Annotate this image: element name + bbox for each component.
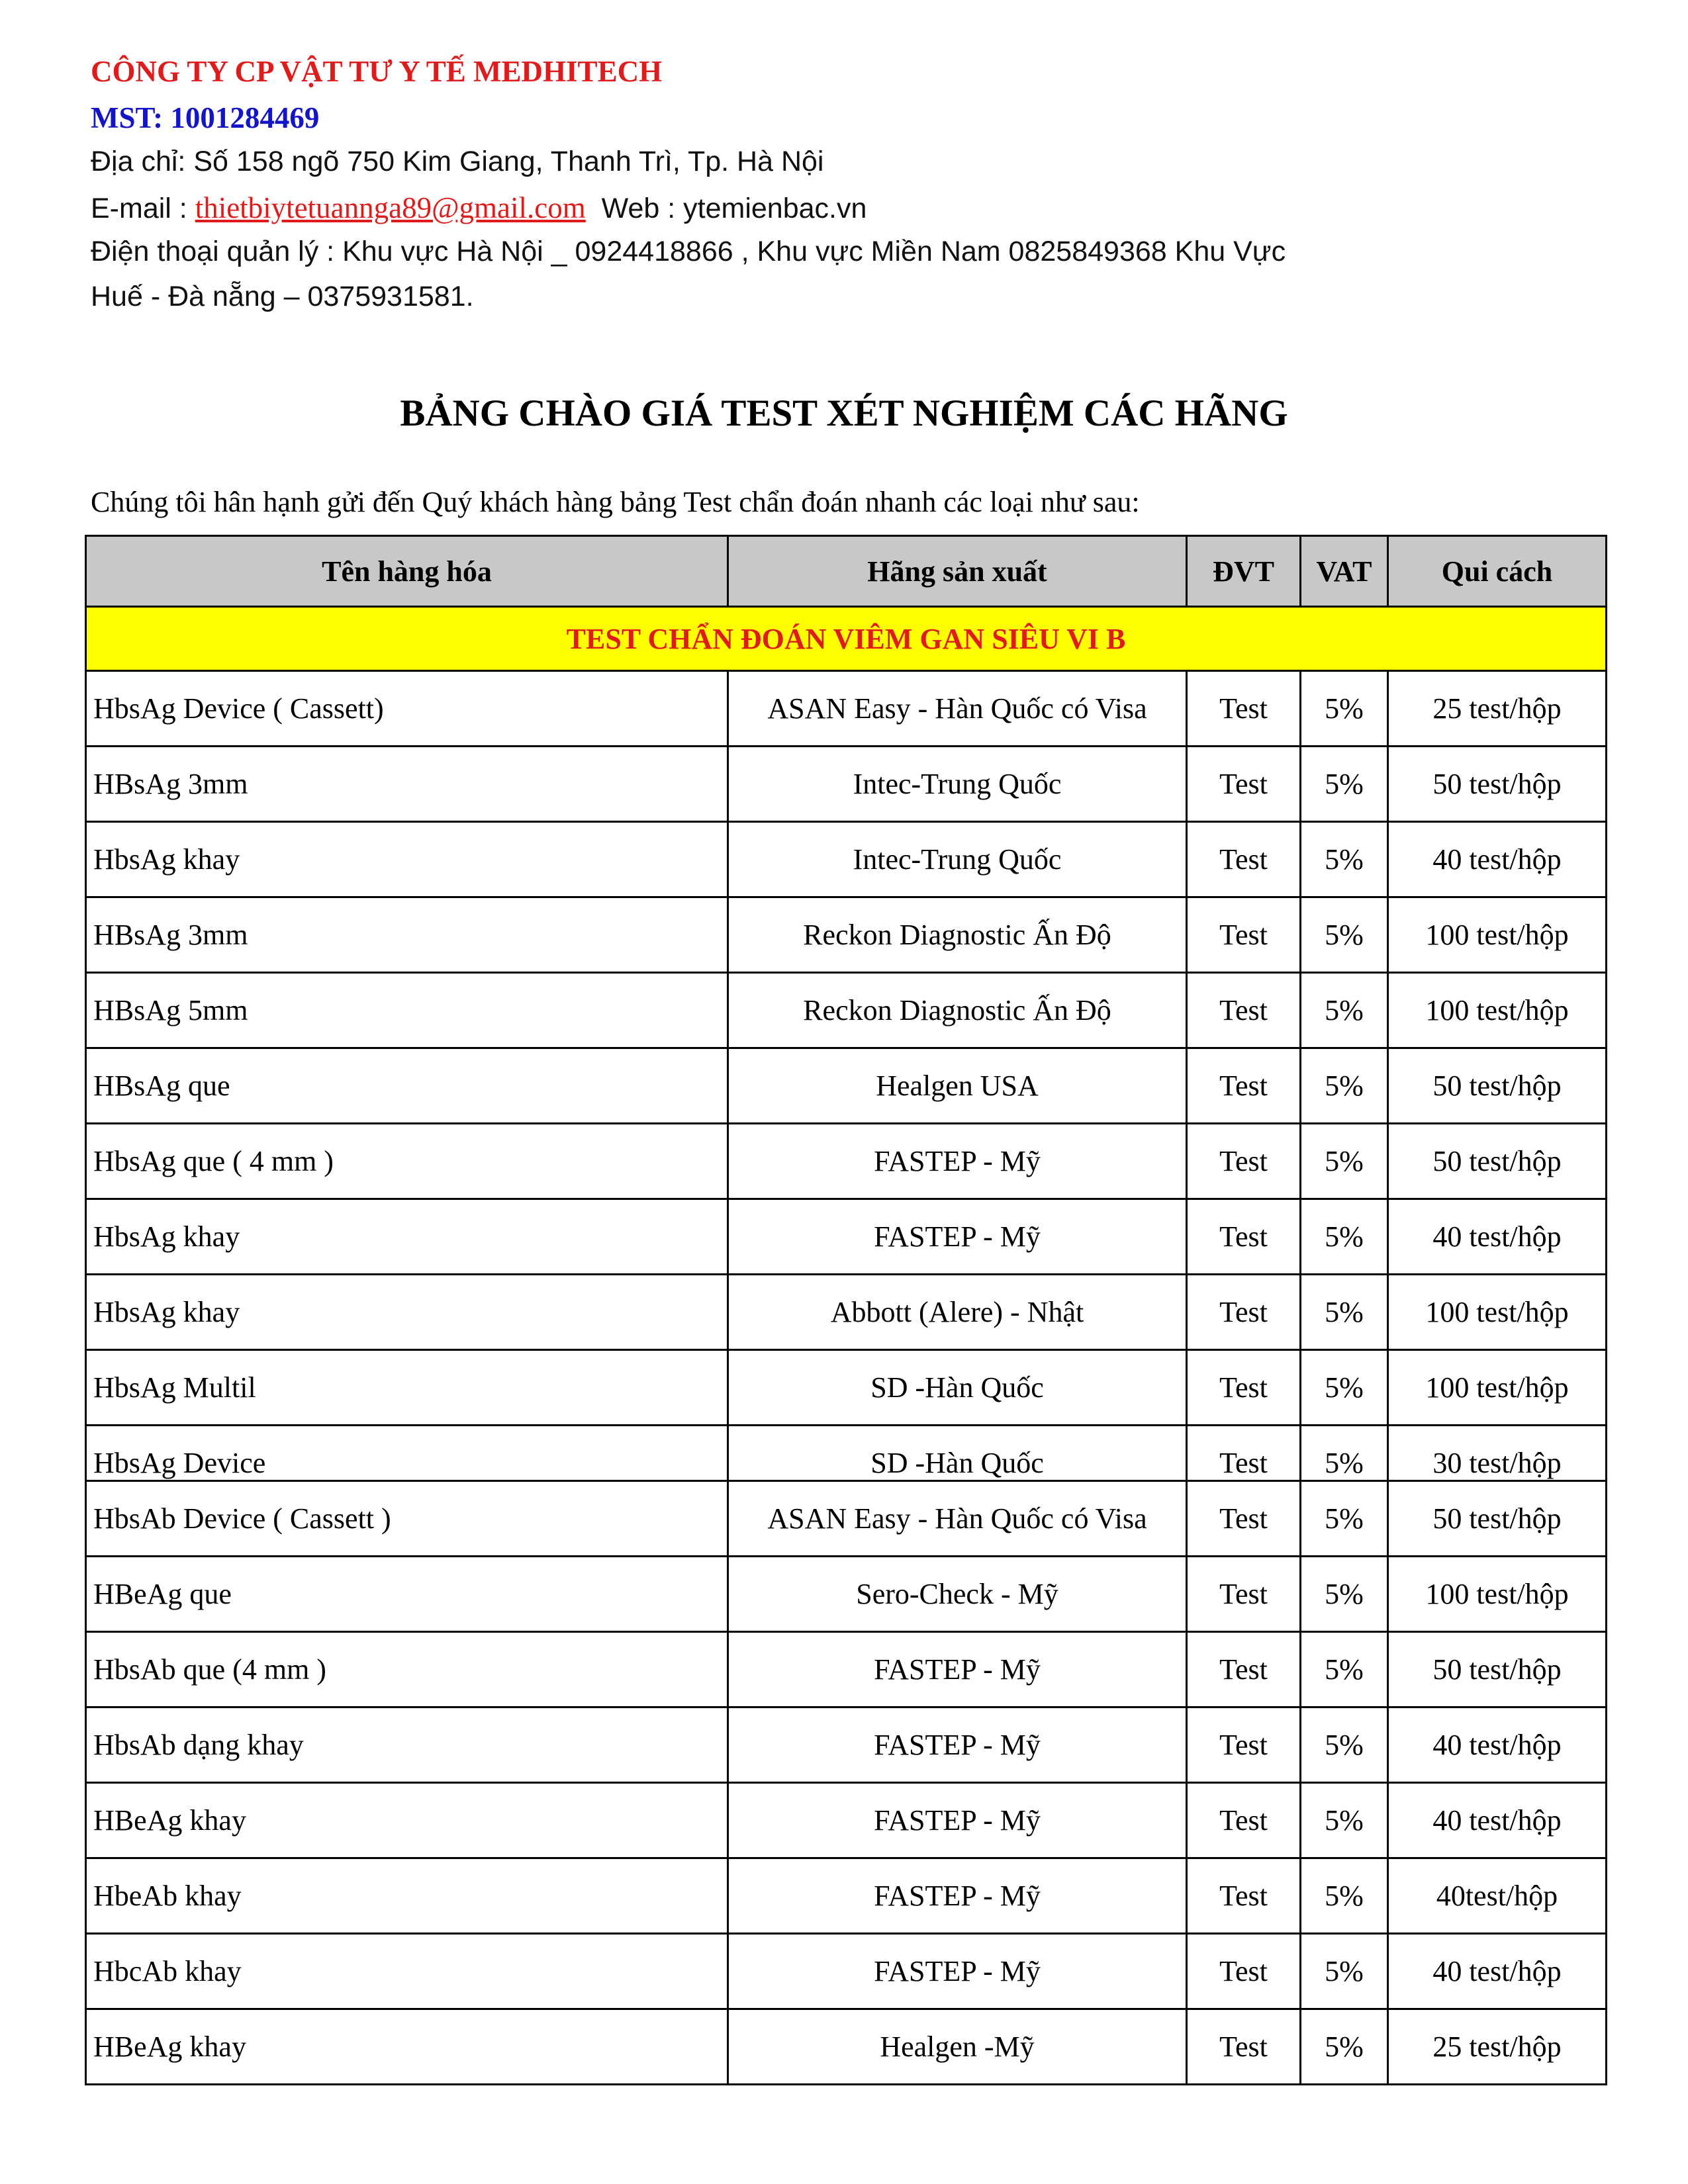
cell-packaging: 40test/hộp: [1388, 1858, 1607, 1934]
intro-text: Chúng tôi hân hạnh gửi đến Quý khách hàng bảng Test chẩn đoán nhanh các loại như sau:: [91, 486, 1140, 518]
cell-unit: Test: [1187, 2009, 1301, 2085]
section-row: [86, 607, 1607, 671]
table-row: [86, 897, 1607, 973]
cell-unit: Test: [1187, 973, 1301, 1048]
document-title: BẢNG CHÀO GIÁ TEST XÉT NGHIỆM CÁC HÃNG: [400, 392, 1288, 434]
cell-packaging: 25 test/hộp: [1388, 671, 1607, 747]
cell-product-name: HbsAg Multil: [86, 1350, 728, 1426]
cell-vat: 5%: [1301, 1481, 1388, 1557]
cell-vat: 5%: [1301, 1783, 1388, 1858]
cell-product-name: HbsAb dạng khay: [86, 1707, 728, 1783]
phone-line-2: Huế - Đà nẵng – 0375931581.: [91, 281, 474, 312]
contact-line: [91, 191, 867, 225]
cell-packaging: 50 test/hộp: [1388, 1481, 1607, 1557]
cell-unit: Test: [1187, 897, 1301, 973]
table-row: [86, 1048, 1607, 1124]
cell-unit: Test: [1187, 1481, 1301, 1557]
cell-unit: Test: [1187, 1783, 1301, 1858]
table-row: [86, 1632, 1607, 1707]
cell-manufacturer: FASTEP - Mỹ: [728, 1199, 1187, 1275]
email-link[interactable]: thietbiytetuannga89@gmail.com: [195, 191, 586, 224]
cell-product-name: HbsAg khay: [86, 1199, 728, 1275]
cell-manufacturer: Abbott (Alere) - Nhật: [728, 1275, 1187, 1350]
cell-vat: 5%: [1301, 1350, 1388, 1426]
cell-manufacturer: FASTEP - Mỹ: [728, 1934, 1187, 2009]
table-row: [86, 1557, 1607, 1632]
cell-manufacturer: Reckon Diagnostic Ấn Độ: [728, 897, 1187, 973]
company-address: Địa chỉ: Số 158 ngõ 750 Kim Giang, Thanh Trì, Tp. Hà Nội: [91, 146, 824, 177]
cell-vat: 5%: [1301, 1934, 1388, 2009]
table-row: [86, 1783, 1607, 1858]
cell-packaging: 100 test/hộp: [1388, 1350, 1607, 1426]
cell-unit: Test: [1187, 1350, 1301, 1426]
cell-packaging: 100 test/hộp: [1388, 973, 1607, 1048]
table-row: [86, 1124, 1607, 1199]
cell-product-name: HBsAg 3mm: [86, 747, 728, 822]
header-manufacturer: Hãng sản xuất: [728, 536, 1187, 607]
cell-product-name: HbeAb khay: [86, 1858, 728, 1934]
cell-manufacturer: Healgen -Mỹ: [728, 2009, 1187, 2085]
cell-packaging: 25 test/hộp: [1388, 2009, 1607, 2085]
cell-vat: 5%: [1301, 822, 1388, 897]
cell-product-name: HBeAg khay: [86, 1783, 728, 1858]
table-row: [86, 2009, 1607, 2085]
cell-manufacturer: Healgen USA: [728, 1048, 1187, 1124]
cell-manufacturer: SD -Hàn Quốc: [728, 1426, 1187, 1481]
cell-manufacturer: FASTEP - Mỹ: [728, 1783, 1187, 1858]
cell-packaging: 50 test/hộp: [1388, 1632, 1607, 1707]
cell-unit: Test: [1187, 1557, 1301, 1632]
cell-vat: 5%: [1301, 2009, 1388, 2085]
cell-vat: 5%: [1301, 973, 1388, 1048]
email-label: E-mail :: [91, 193, 195, 224]
cell-vat: 5%: [1301, 747, 1388, 822]
table-header-row: [86, 536, 1607, 607]
price-table: [85, 535, 1607, 2085]
cell-manufacturer: Intec-Trung Quốc: [728, 747, 1187, 822]
cell-product-name: HbsAg Device ( Cassett): [86, 671, 728, 747]
cell-packaging: 50 test/hộp: [1388, 1048, 1607, 1124]
cell-packaging: 40 test/hộp: [1388, 1934, 1607, 2009]
cell-unit: Test: [1187, 671, 1301, 747]
table-row: [86, 1707, 1607, 1783]
cell-unit: Test: [1187, 822, 1301, 897]
cell-product-name: HbsAg khay: [86, 822, 728, 897]
table-row: [86, 973, 1607, 1048]
cell-manufacturer: ASAN Easy - Hàn Quốc có Visa: [728, 1481, 1187, 1557]
cell-product-name: HBeAg que: [86, 1557, 728, 1632]
cell-vat: 5%: [1301, 1124, 1388, 1199]
cell-packaging: 40 test/hộp: [1388, 1707, 1607, 1783]
table-row: [86, 822, 1607, 897]
cell-unit: Test: [1187, 1426, 1301, 1481]
cell-manufacturer: SD -Hàn Quốc: [728, 1350, 1187, 1426]
header-vat: VAT: [1301, 536, 1388, 607]
cell-unit: Test: [1187, 1858, 1301, 1934]
cell-product-name: HbsAb Device ( Cassett ): [86, 1481, 728, 1557]
header-packaging: Qui cách: [1388, 536, 1607, 607]
table-row: [86, 1934, 1607, 2009]
cell-manufacturer: FASTEP - Mỹ: [728, 1632, 1187, 1707]
cell-product-name: HBsAg 5mm: [86, 973, 728, 1048]
cell-vat: 5%: [1301, 1048, 1388, 1124]
cell-packaging: 40 test/hộp: [1388, 1783, 1607, 1858]
table-row: [86, 1858, 1607, 1934]
cell-product-name: HbsAg Device: [86, 1426, 728, 1481]
cell-vat: 5%: [1301, 1426, 1388, 1481]
cell-product-name: HbsAb que (4 mm ): [86, 1632, 728, 1707]
cell-unit: Test: [1187, 747, 1301, 822]
cell-packaging: 30 test/hộp: [1388, 1426, 1607, 1481]
table-row: [86, 1426, 1607, 1481]
cell-unit: Test: [1187, 1707, 1301, 1783]
cell-product-name: HBsAg que: [86, 1048, 728, 1124]
table-row: [86, 747, 1607, 822]
cell-vat: 5%: [1301, 1632, 1388, 1707]
company-name: CÔNG TY CP VẬT TƯ Y TẾ MEDHITECH: [91, 55, 663, 88]
cell-manufacturer: Sero-Check - Mỹ: [728, 1557, 1187, 1632]
cell-vat: 5%: [1301, 1707, 1388, 1783]
cell-unit: Test: [1187, 1632, 1301, 1707]
phone-line-1: Điện thoại quản lý : Khu vực Hà Nội _ 0924418866 , Khu vực Miền Nam 0825849368 Khu Vực: [91, 236, 1286, 267]
table-row: [86, 1275, 1607, 1350]
cell-product-name: HbcAb khay: [86, 1934, 728, 2009]
cell-packaging: 50 test/hộp: [1388, 1124, 1607, 1199]
cell-manufacturer: FASTEP - Mỹ: [728, 1858, 1187, 1934]
cell-packaging: 50 test/hộp: [1388, 747, 1607, 822]
cell-unit: Test: [1187, 1275, 1301, 1350]
cell-packaging: 100 test/hộp: [1388, 1275, 1607, 1350]
cell-packaging: 40 test/hộp: [1388, 1199, 1607, 1275]
cell-vat: 5%: [1301, 1199, 1388, 1275]
cell-vat: 5%: [1301, 897, 1388, 973]
cell-unit: Test: [1187, 1048, 1301, 1124]
table-row: [86, 1481, 1607, 1557]
cell-manufacturer: FASTEP - Mỹ: [728, 1124, 1187, 1199]
cell-manufacturer: Reckon Diagnostic Ấn Độ: [728, 973, 1187, 1048]
table-row: [86, 1199, 1607, 1275]
cell-packaging: 40 test/hộp: [1388, 822, 1607, 897]
cell-manufacturer: Intec-Trung Quốc: [728, 822, 1187, 897]
cell-unit: Test: [1187, 1934, 1301, 2009]
cell-product-name: HbsAg khay: [86, 1275, 728, 1350]
cell-vat: 5%: [1301, 1557, 1388, 1632]
header-unit: ĐVT: [1187, 536, 1301, 607]
cell-unit: Test: [1187, 1199, 1301, 1275]
section-title: TEST CHẨN ĐOÁN VIÊM GAN SIÊU VI B: [86, 607, 1607, 671]
cell-vat: 5%: [1301, 671, 1388, 747]
cell-product-name: HBeAg khay: [86, 2009, 728, 2085]
cell-packaging: 100 test/hộp: [1388, 1557, 1607, 1632]
cell-vat: 5%: [1301, 1275, 1388, 1350]
cell-manufacturer: FASTEP - Mỹ: [728, 1707, 1187, 1783]
cell-vat: 5%: [1301, 1858, 1388, 1934]
cell-product-name: HbsAg que ( 4 mm ): [86, 1124, 728, 1199]
website[interactable]: Web : ytemienbac.vn: [601, 193, 867, 224]
cell-product-name: HBsAg 3mm: [86, 897, 728, 973]
table-row: [86, 671, 1607, 747]
tax-code: MST: 1001284469: [91, 101, 320, 134]
cell-manufacturer: ASAN Easy - Hàn Quốc có Visa: [728, 671, 1187, 747]
cell-packaging: 100 test/hộp: [1388, 897, 1607, 973]
cell-unit: Test: [1187, 1124, 1301, 1199]
table-row: [86, 1350, 1607, 1426]
header-product-name: Tên hàng hóa: [86, 536, 728, 607]
